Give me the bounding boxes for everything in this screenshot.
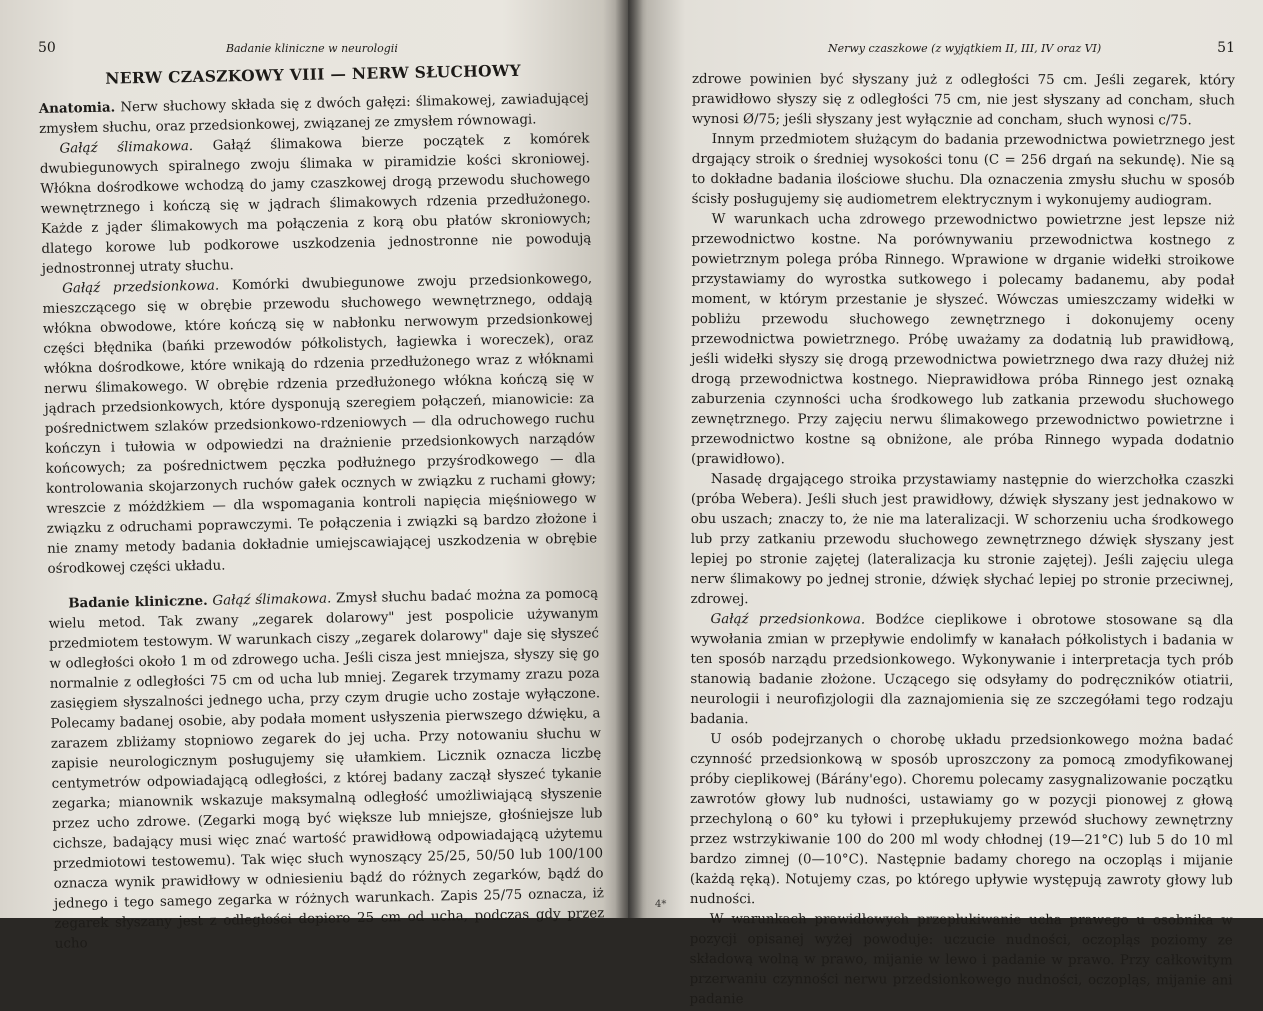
paragraph-vestibular [42, 269, 598, 580]
right-running-head [692, 40, 1235, 56]
text-anatomy: Nerw słuchowy składa się z dwóch gałęzi: ślimakowej, zawiadującej zmysłem słuchu, oraz przedsionkowej, związanej ze zmysłem równowagi. [38, 91, 589, 137]
right-text-block [690, 70, 1235, 1011]
text-clinical-exam: Zmysł słuchu badać można za pomocą wielu metod. Tak zwany „zegarek dolarowy" jest pospolicie używanym przedmiotem testowym. W warunkach ciszy „zegarek dolarowy" daje się słyszeć w odległości około 1 m od zdrowego ucha. Jeśli cisza jest mniejsza, słyszy się go normalnie z odległości 75 cm od ucha lub mniej. Zegarek trzymamy zrazu poza zasięgiem słyszalności jednego ucha, przy czym drugie ucho zostaje wyłączone. Polecamy badanej osobie, aby podała moment usłyszenia pierwszego dźwięku, a zarazem zbliżamy stopniowo zegarek do jej ucha. Przy notowaniu słuchu w zapisie neurologicznym posługujemy się ułamkiem. Licznik oznacza liczbę centymetrów odpowiadającą odległości, z której badany zaczął słyszeć tykanie zegarka; mianownik wskazuje maksymalną odległość umożliwiającą słyszenie przez ucho zdrowe. (Zegarki mogą być większe lub mniejsze, głośniejsze lub cichsze, badający musi więc znać wartość prawidłową odpowiadającą użytemu przedmiotowi testowemu). Tak więc słuch wynoszący 25/25, 50/50 lub 100/100 oznacza wynik prawidłowy w odniesieniu bądź do różnych zegarków, bądź do jednego i tego samego zegarka w różnych warunkach. Zapis 25/75 oznacza, iż zegarek słyszany jest z odległości dopiero 25 cm od ucha, podczas gdy przez ucho [48, 586, 605, 952]
lead-cochlear: Gałąź ślimakowa. [59, 139, 194, 157]
lead-vestibular: Gałąź przedsionkowa. [62, 278, 220, 297]
left-page-number: 50 [38, 40, 56, 56]
paragraph-caloric-test: U osób podejrzanych o chorobę układu przedsionkowego można badać czynność przedsionkową w sposób uproszczony za pomocą zmodyfikowanej próby cieplikowej (Bárány'ego). Choremu polecamy zasygnalizowanie początku zawrotów głowy lub nudności, ustawiamy go w pozycji pionowej z głową przechyloną o 60° ku tyłowi i przepłukujemy przewód słuchowy zewnętrzny przez wstrzykiwanie 100 do 200 ml wody chłodnej (19—21°C) lub 5 do 10 ml bardzo zimnej (0—10°C). Następnie badamy chorego na oczopląs i mijanie (każdą ręką). Notujemy czas, po którego upływie występują zawroty głowy lub nudności. [689, 732, 1234, 908]
paragraph-weber-test: Nasadę drgającego stroika przystawiamy następnie do wierzchołka czaszki (próba Webera). Jeśli słuch jest prawidłowy, dźwięk słyszany jest jednakowo w obu uszach; znaczy to, że nie ma lateralizacji. W schorzeniu ucha środkowego lub przy zatkaniu przewodu słuchowego zewnętrznego dźwięk słyszany jest lepiej po stronie zajętej (lateralizacja ku stronie zajętej). Jeśli zajęciu ulega nerw ślimakowy po jednej stronie, dźwięk słychać lepiej po stronie przeciwnej, zdrowej. [690, 472, 1234, 608]
left-page [0, 0, 628, 952]
paragraph-rinne-test: W warunkach ucha zdrowego przewodnictwo powietrzne jest lepsze niż przewodnictwo kostne. Na porównywaniu przewodnictwa kostnego z powietrznym polega próba Rinnego. Wprawione w drganie widełki stroikowe przystawiamy do wyrostka sutkowego i polecamy badanemu, aby podał moment, w którym przestanie je słyszeć. Wówczas umieszczamy widełki w pobliżu przewodu słuchowego zewnętrznego i dokonujemy oceny przewodnictwa powietrznego. Próbę uważamy za dodatnią lub prawidłową, jeśli widełki słyszy się drogą przewodnictwa powietrznego dwa razy dłużej niż drogą przewodnictwa kostnego. Nieprawidłowa próba Rinnego jest oznaką zaburzenia czynności ucha środkowego lub zatkania przewodu słuchowego zewnętrznego. Przy zajęciu nerwu ślimakowego przewodnictwo powietrzne i przewodnictwo kostne są obniżone, ale próba Rinnego wypada dodatnio (prawidłowo). [690, 212, 1235, 468]
chapter-title: NERW CZASZKOWY VIII — NERW SŁUCHOWY [105, 60, 522, 88]
right-page [628, 0, 1263, 1008]
lead-vestibular-exam: Gałąź przedsionkowa. [710, 612, 866, 628]
right-running-title: Nerwy czaszkowe (z wyjątkiem II, III, IV oraz VI) [827, 42, 1102, 55]
lead-anatomy: Anatomia. [38, 99, 116, 117]
paragraph-continuation: zdrowe powinien być słyszany już z odległości 75 cm. Jeśli zegarek, który prawidłowo słyszy się z odległości 75 cm, nie jest słyszany ad concham, słuch wynosi Ø/75; jeśli słyszany jest wyłącznie ad concham, słuch wynosi c/75. [691, 71, 1235, 129]
text-vestibular: Komórki dwubiegunowe zwoju przedsionkowego, mieszczącego się w obrębie przewodu słuchowego wewnętrznego, oddają włókna obwodowe, które kończą się w nabłonku nerwowym przedsionkowej części błędnika (bańki przewodów półkolistych, łagiewka i woreczek), oraz włókna dośrodkowe, które wnikają do rdzenia przedłużonego wraz z włóknami nerwu ślimakowego. W obrębie rdzenia przedłużonego włókna kończą się w jądrach przedsionkowych, które dysponują szeregiem połączeń, mianowicie: za pośrednictwem szlaków przedsionkowo-rdzeniowych — dla odruchowego ruchu kończyn i tułowia w odpowiedzi na drażnienie przedsionkowych narządów końcowych; za pośrednictwem pęczka podłużnego przyśrodkowego — dla kontrolowania skojarzonych ruchów gałek ocznych w związku z ruchami głowy; wreszcie z móżdżkiem — dla wspomagania kontroli napięcia mięśniowego w związku z odruchami poprawczymi. Te połączenia i związki są bardzo złożone i nie znamy metody badania dokładnie umiejscawiającej uszkodzenia w obrębie ośrodkowej części układu. [42, 271, 598, 577]
lead2-clinical-exam: Gałąź ślimakowa. [207, 591, 332, 609]
paragraph-clinical-exam [48, 583, 605, 954]
right-page-number: 51 [1217, 40, 1235, 56]
left-running-head [38, 40, 588, 56]
left-text-block [38, 59, 605, 954]
lead-clinical-exam: Badanie kliniczne. [68, 592, 208, 612]
text-vestibular-exam: Bodźce cieplikowe i obrotowe stosowane są dla wywołania zmian w przepływie endolimfy w kanałach półkolistych i badania w ten sposób narządu przedsionkowego. Wykonywanie i interpretacja tych prób stanowią badanie złożone. Uczącego się odsyłamy do podręczników otiatrii, neurologii i neurofizjologii dla zaznajomienia się ze szczegółami tego rodzaju badania. [690, 612, 1234, 728]
left-running-title: Badanie kliniczne w neurologii [225, 42, 398, 55]
paragraph-normal-response: W warunkach prawidłowych przepłukiwanie ucha prawego u osobnika w pozycji opisanej wyżej powoduje: uczucie nudności, oczopląs poziomy ze składową wolną w prawo, mijanie w lewo i padanie w prawo. Przy całkowitym przerwaniu czynności nerwu przedsionkowego nudności, oczopląs, mijanie ani padanie [689, 912, 1233, 1008]
signature-mark: 4* [655, 899, 667, 910]
paragraph-cochlear [39, 129, 592, 280]
paragraph-vestibular-exam [690, 610, 1233, 731]
paragraph-tuning-fork: Innym przedmiotem służącym do badania przewodnictwa powietrznego jest drgający stroik o średniej wysokości tonu (C = 256 drgań na sekundę). Nie są to dokładne badania ilościowe słuchu. Dla oznaczenia zmysłu słuchu w sposób ścisły posługujemy się audiometrem elektrycznym i wykonujemy audiogram. [691, 132, 1235, 209]
text-cochlear: Gałąź ślimakowa bierze początek z komórek dwubiegunowych spiralnego zwoju ślimaka w piramidzie kości skroniowej. Włókna dośrodkowe wchodzą do jamy czaszkowej drogą przewodu słuchowego wewnętrznego i kończą się w jądrach ślimakowych rdzenia przedłużonego. Każde z jąder ślimakowych ma połączenia z korą obu płatów skroniowych; dlatego korowe lub podkorowe uszkodzenia jednostronne nie powodują jednostronnej utraty słuchu. [39, 131, 592, 277]
